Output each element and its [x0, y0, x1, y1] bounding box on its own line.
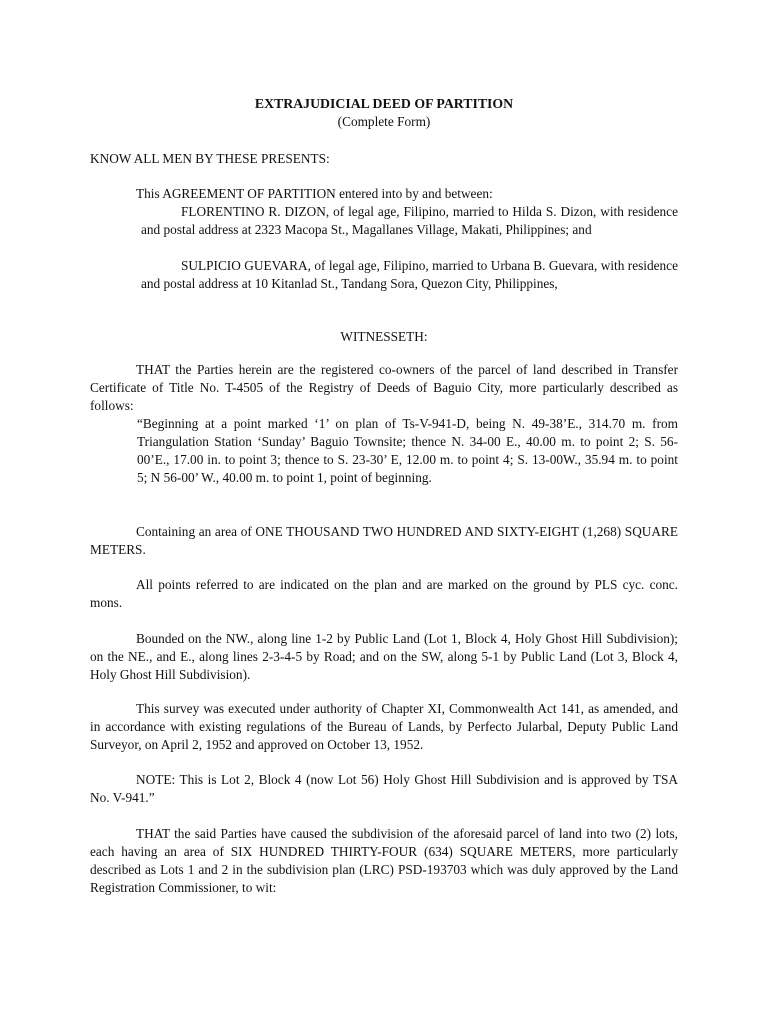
party-two-paragraph: SULPICIO GUEVARA, of legal age, Filipino, married to Urbana B. Guevara, with residence and postal address at 10 Kitanlad St., Tandang Sora, Quezon City, Philippines,: [141, 258, 678, 291]
party-one-paragraph: FLORENTINO R. DIZON, of legal age, Filipino, married to Hilda S. Dizon, with residence and postal address at 2323 Macopa St., Magallanes Village, Makati, Philippines; and: [141, 204, 678, 237]
paragraph-points: All points referred to are indicated on the plan and are marked on the ground by PLS cyc. conc. mons.: [90, 577, 678, 610]
paragraph-area: Containing an area of ONE THOUSAND TWO HUNDRED AND SIXTY-EIGHT (1,268) SQUARE METERS.: [90, 524, 678, 557]
technical-description-quote: “Beginning at a point marked ‘1’ on plan of Ts-V-941-D, being N. 49-38’E., 314.70 m. from Triangulation Station ‘Sunday’ Baguio Townsite; thence N. 34-00 E., 40.00 m. to point 2; S. 56-00’E., 17.00 in. to point 3; thence to S. 23-30’ E, 12.00 m. to point 4; S. 13-00W., 35.94 m. to point 5; N 56-00’ W., 40.00 m. to point 1, point of beginning.: [137, 416, 678, 485]
paragraph-note: NOTE: This is Lot 2, Block 4 (now Lot 56) Holy Ghost Hill Subdivision and is approved by TSA No. V-941.”: [90, 772, 678, 805]
paragraph-survey: This survey was executed under authority of Chapter XI, Commonwealth Act 141, as amended, and in accordance with existing regulations of the Bureau of Lands, by Perfecto Jularbal, Deputy Public Land Surveyor, on April 2, 1952 and approved on October 13, 1952.: [90, 701, 678, 752]
paragraph-registered-owners: THAT the Parties herein are the registered co-owners of the parcel of land described in Transfer Certificate of Title No. T-4505 of the Registry of Deeds of Baguio City, more particularly described as follows:: [90, 362, 678, 413]
document-title: EXTRAJUDICIAL DEED OF PARTITION: [254, 96, 514, 111]
paragraph-bounded: Bounded on the NW., along line 1-2 by Public Land (Lot 1, Block 4, Holy Ghost Hill Subdivision); on the NE., and E., along lines 2-3-4-5 by Road; and on the SW, along 5-1 by Public Land (Lot 3, Block 4, Holy Ghost Hill Subdivision).: [90, 631, 678, 682]
document-subtitle: (Complete Form): [337, 114, 431, 129]
agreement-line: This AGREEMENT OF PARTITION entered into by and between:: [136, 186, 493, 201]
intro-line: KNOW ALL MEN BY THESE PRESENTS:: [90, 151, 330, 166]
witnesseth-heading: WITNESSETH:: [340, 329, 428, 344]
paragraph-subdivision: THAT the said Parties have caused the subdivision of the aforesaid parcel of land into two (2) lots, each having an area of SIX HUNDRED THIRTY-FOUR (634) SQUARE METERS, more particularly described as Lots 1 and 2 in the subdivision plan (LRC) PSD-193703 which was duly approved by the Land Registration Commissioner, to wit:: [90, 826, 678, 895]
